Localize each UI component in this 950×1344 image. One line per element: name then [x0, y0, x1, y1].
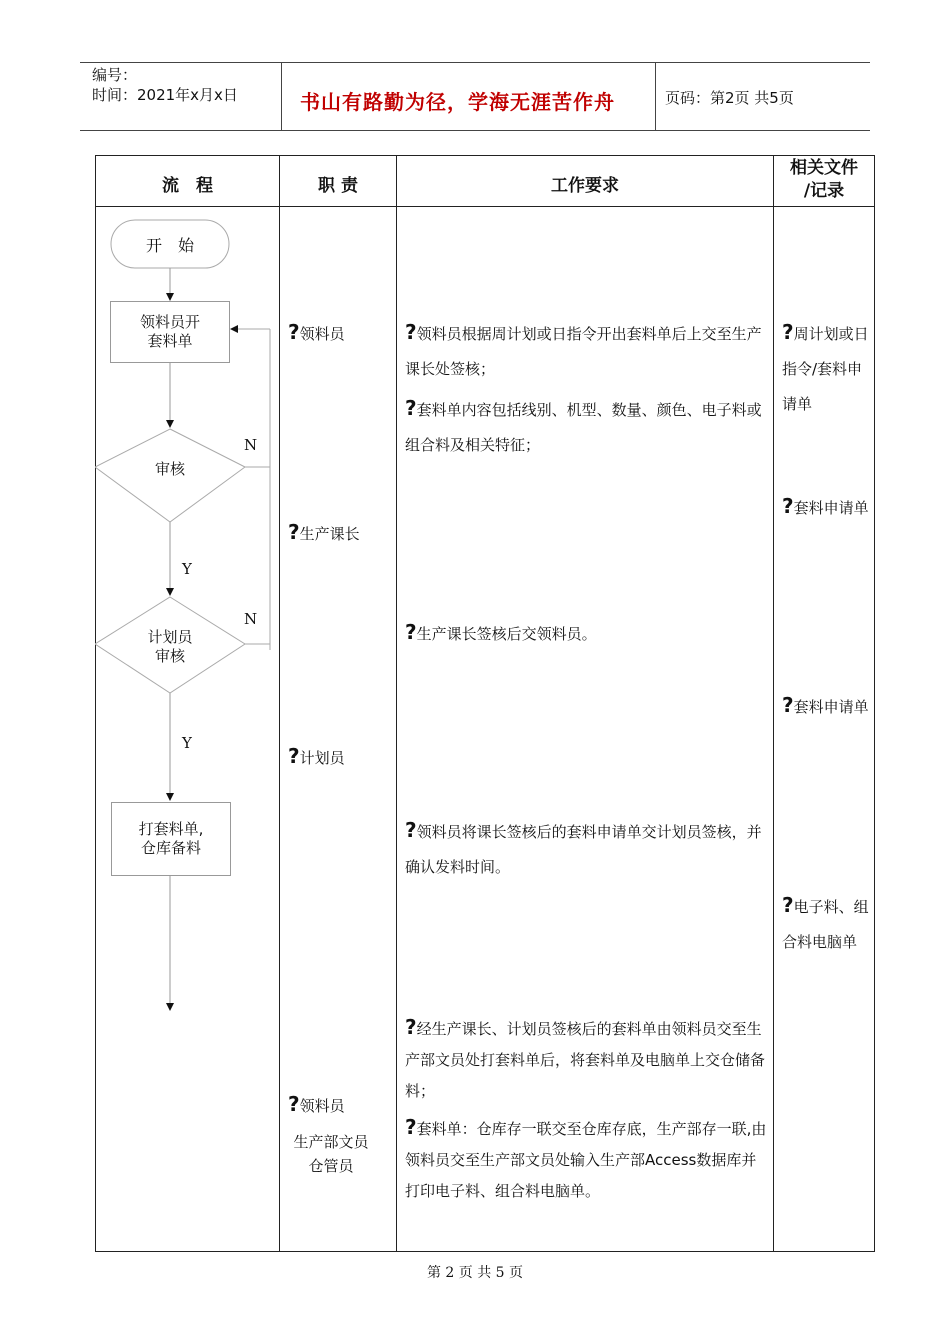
header-requirements: 工作要求 [397, 156, 774, 207]
duty-item: ?计划员 [288, 744, 345, 768]
step-requisition-line1: 领料员开 [139, 313, 200, 331]
planner-review-label: 计划员 审核 [147, 628, 193, 665]
branch-n-1: N [244, 436, 258, 454]
step-print-box [111, 802, 231, 876]
duty-item: ?生产课长 [288, 520, 360, 544]
record-item: ?套料申请单 [782, 494, 869, 518]
page-info: 页码：第2页 共5页 [665, 89, 794, 107]
flowchart [95, 207, 279, 1252]
document-time-label: 时间：2021年x月x日 [92, 86, 238, 104]
requirement-item: ?领料员根据周计划或日指令开出套料单后上交至生产课长处签核； [405, 320, 762, 378]
requirement-item: ?领料员将课长签核后的套料申请单交计划员签核，并确认发料时间。 [405, 818, 762, 876]
requirement-item: ?经生产课长、计划员签核后的套料单由领料员交至生产部文员处打套料单后，将套料单及电脑单上交仓储备料； [405, 1015, 766, 1100]
start-label: 开 始 [145, 235, 194, 255]
page-footer: 第 2 页 共 5 页 [426, 1265, 524, 1281]
step-print-line1: 打套料单, [138, 820, 204, 838]
header-flow: 流 程 [96, 156, 280, 207]
branch-y-2: Y [182, 734, 192, 752]
step-requisition-box [110, 301, 230, 363]
duty-item: ?领料员 [288, 320, 345, 344]
requirement-item: ?生产课长签核后交领料员。 [405, 620, 597, 644]
duty-item: ?领料员 [288, 1092, 345, 1116]
duty-list-extra: 生产部文员 仓管员 [293, 1133, 369, 1175]
step-requisition-line2: 套料单 [147, 332, 193, 350]
record-item: ?套料申请单 [782, 693, 869, 717]
review-label: 审核 [154, 460, 185, 478]
header-duty: 职 责 [280, 156, 397, 207]
header-records: 相关文件 /记录 [774, 156, 875, 207]
record-item: ?周计划或日指令/套料申请单 [782, 320, 869, 413]
branch-y-1: Y [182, 560, 192, 578]
requirement-item: ?套料单内容包括线别、机型、数量、颜色、电子料或组合料及相关特征； [405, 396, 762, 454]
record-item: ?电子料、组合料电脑单 [782, 893, 869, 951]
requirement-item: ?套料单：仓库存一联交至仓库存底，生产部存一联,由领料员交至生产部文员处输入生产部Access数据库并打印电子料、组合料电脑单。 [405, 1115, 767, 1200]
branch-n-2: N [244, 610, 258, 628]
document-number-label: 编号： [92, 66, 138, 84]
step-print-line2: 仓库备料 [140, 839, 201, 857]
header-motto: 书山有路勤为径，学海无涯苦作舟 [300, 90, 615, 114]
